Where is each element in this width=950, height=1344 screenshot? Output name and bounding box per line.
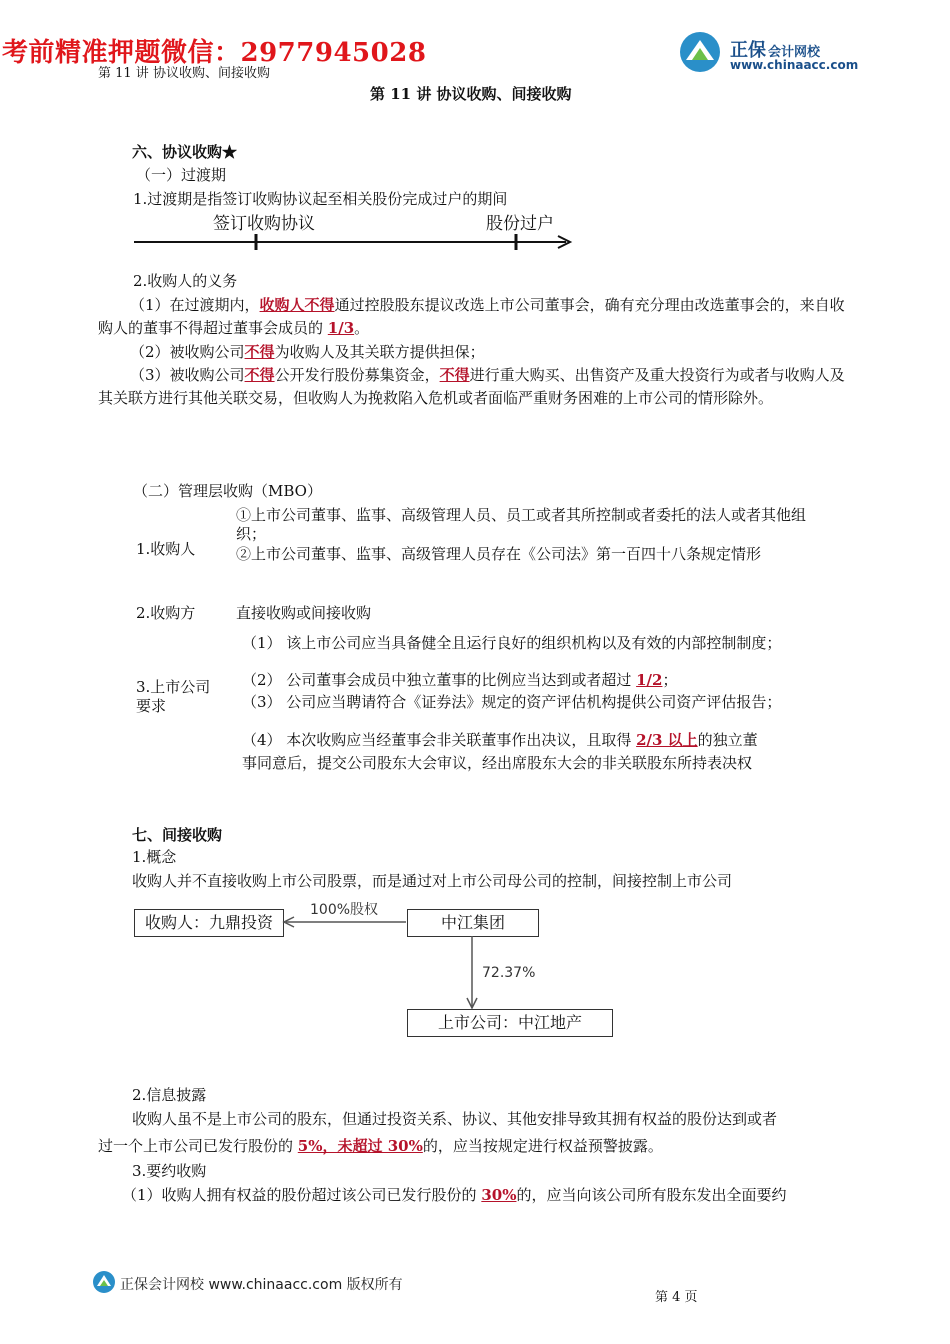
cut-page-number: 第 4 页: [655, 1290, 698, 1305]
logo-url: www.chinaacc.com: [730, 58, 859, 72]
cut-table-r3-line5: 事同意后，提交公司股东大会审议，经出席股东大会的非关联股东所持表决权: [242, 754, 753, 772]
cut-header-left: 第 11 讲 协议收购、间接收购: [98, 66, 270, 81]
edge-label-vertical: 72.37%: [482, 965, 536, 981]
table-r3-line3: （3） 公司应当聘请符合《证券法》规定的资产评估机构提供公司资产评估报告；: [242, 693, 782, 711]
paragraph-duty-1: （1）在过渡期内，收购人不得通过控股股东提议改选上市公司董事会，确有充分理由改选董事会的，来自收购人的董事不得超过董事会成员的 1/3。: [98, 296, 845, 337]
table-r3-line1: （1） 该上市公司应当具备健全且运行良好的组织机构以及有效的内部控制制度；: [242, 634, 782, 652]
table-r1-c2: ②上市公司董事、监事、高级管理人员存在《公司法》第一百四十八条规定情形: [236, 545, 762, 563]
paragraph-duty-3: （3）被收购公司不得公开发行股份募集资金，不得进行重大购买、出售资产及重大投资行为或者与收购人及其关联方进行其他关联交易，但收购人为挽救陷入危机或者面临严重财务困难的上市公司的情形除外。: [98, 366, 845, 407]
cut-indirect-def: 收购人并不直接收购上市公司股票，而是通过对上市公司母公司的控制，间接控制上市公司: [132, 872, 733, 890]
promo-banner: 考前精准押题微信：2977945028: [2, 38, 427, 68]
footer-copyright: 正保会计网校 www.chinaacc.com 版权所有: [120, 1277, 403, 1293]
table-r1-c1: ①上市公司董事、监事、高级管理人员、员工或者其所控制或者委托的法人或者其他组织；: [236, 506, 807, 543]
table-r3-line2: （2） 公司董事会成员中独立董事的比例应当达到或者超过 1/2；: [242, 671, 678, 689]
section7-heading: 七、间接收购: [132, 826, 223, 844]
logo-icon: [676, 30, 726, 74]
info-tail: 过一个上市公司已发行股份的 5%，未超过 30%的，应当按规定进行权益预警披露。: [98, 1137, 663, 1155]
cut-info-text: 收购人虽不是上市公司的股东，但通过投资关系、协议、其他安排导致其拥有权益的股份达到或者: [132, 1110, 778, 1128]
timeline-label-left: 签订收购协议: [213, 214, 315, 234]
box-group: 中江集团: [407, 909, 539, 937]
cut-lecture-title: 第 11 讲 协议收购、间接收购: [370, 85, 572, 103]
cut-duties: 2.收购人的义务: [133, 272, 238, 290]
table-r3-line4: （4） 本次收购应当经董事会非关联董事作出决议，且取得 2/3 以上的独立董: [242, 731, 758, 749]
cut-offer-text: （1）收购人拥有权益的股份超过该公司已发行股份的 30%的，应当向该公司所有股东发出全面要约: [122, 1186, 787, 1204]
timeline-arrow: [130, 228, 580, 254]
cut-transition-def: 1.过渡期是指签订收购协议起至相关股份完成过户的期间: [133, 190, 508, 208]
timeline-label-right: 股份过户: [486, 214, 554, 234]
cut-mbo-heading: （二）管理层收购（MBO）: [133, 482, 322, 500]
footer-logo-icon: [92, 1270, 118, 1294]
table-r3-label: 3.上市公司要求: [136, 678, 211, 715]
cut-info-disclosure: 2.信息披露: [132, 1086, 207, 1104]
edge-label-top: 100%股权: [310, 902, 379, 918]
paragraph-duty-2: （2）被收购公司不得为收购人及其关联方提供担保；: [130, 343, 485, 361]
cut-table-r2-label: 2.收购方: [136, 604, 196, 622]
table-r1-label: 1.收购人: [136, 540, 196, 558]
section6-sub1: （一）过渡期: [136, 166, 227, 184]
section7-sub1: 1.概念: [132, 848, 177, 866]
diagram-arrows: [280, 914, 620, 1014]
section7-sub3: 3.要约收购: [132, 1162, 207, 1180]
cut-table-r2-text: 直接收购或间接收购: [236, 604, 372, 622]
logo-title: 正保 会计网校: [730, 40, 821, 61]
section6-heading: 六、协议收购★: [132, 143, 238, 161]
box-listed: 上市公司：中江地产: [407, 1009, 613, 1037]
box-acquirer: 收购人：九鼎投资: [134, 909, 284, 937]
